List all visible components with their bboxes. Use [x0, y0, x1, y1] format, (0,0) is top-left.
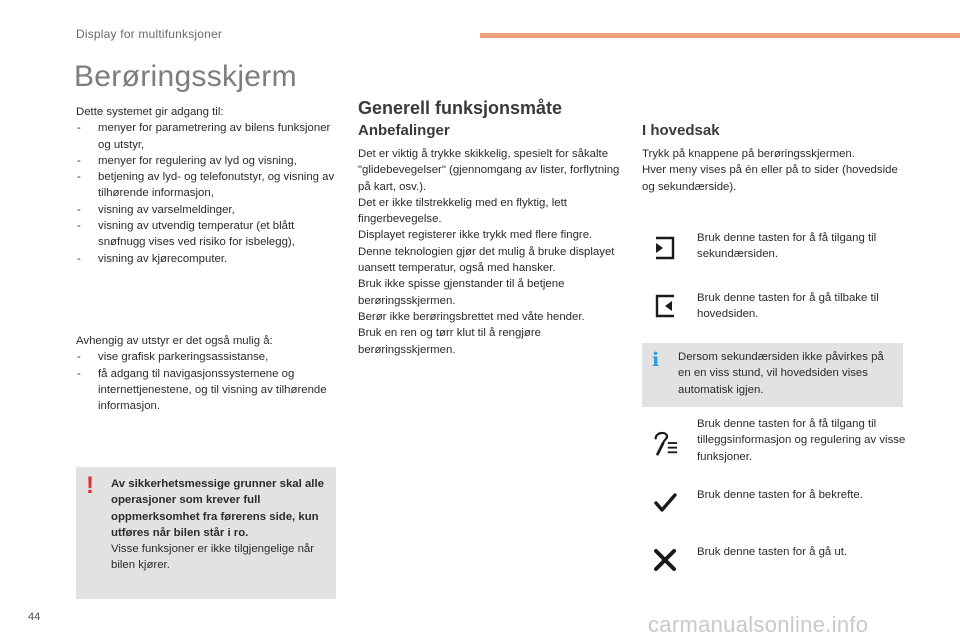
secondary-page-text: Bruk denne tasten for å få tilgang til sekundærsiden. [697, 232, 877, 261]
checkmark-icon [653, 490, 679, 516]
list-item: - betjening av lyd- og telefonutstyr, og visning av tilhørende informasjon, [76, 169, 336, 202]
settings-text: Bruk denne tasten for å få tilgang til tilleggsinformasjon og regulering av visse funksjoner. [697, 418, 906, 463]
paragraph: Trykk på knappene på berøringsskjermen. [642, 148, 855, 160]
accent-bar [480, 33, 960, 38]
page-number: 44 [28, 611, 41, 623]
list-item: - visning av varselmeldinger, [76, 202, 336, 218]
secondary-page-icon [652, 235, 678, 261]
options-block [76, 333, 336, 414]
options-intro: Avhengig av utstyr er det også mulig å: [76, 335, 273, 347]
warning-note: Visse funksjoner er ikke tilgjengelige når bilen kjører. [111, 543, 315, 572]
list-item: - menyer for regulering av lyd og visning, [76, 153, 336, 169]
list-item: - visning av kjørecomputer. [76, 251, 336, 267]
page-title: Berøringsskjerm [74, 60, 297, 93]
main-points-heading: I hovedsak [642, 122, 720, 139]
exit-text: Bruk denne tasten for å gå ut. [697, 546, 848, 558]
list-item: - få adgang til navigasjonssystemene og internettjenestene, og til visning av tilhørende informasjon. [76, 366, 336, 415]
main-points-intro [642, 146, 907, 195]
paragraph: Det er ikke tilstrekkelig med en flyktig, lett fingerbevegelse. [358, 196, 567, 226]
info-icon: i [652, 349, 660, 371]
paragraph: Det er viktig å trykke skikkelig, spesielt for såkalte "glidebevegelser" (gjennomgang av lister, forflytning på kart, osv.). [358, 148, 620, 193]
recommendations-heading: Anbefalinger [358, 122, 450, 139]
feature-list [76, 120, 336, 267]
paragraph: Denne teknologien gjør det mulig å bruke displayet uansett temperatur, også med hansker. [358, 245, 615, 275]
settings-icon [652, 430, 678, 456]
list-item: - menyer for parametrering av bilens funksjoner og utstyr, [76, 120, 336, 153]
back-text: Bruk denne tasten for å gå tilbake til hovedsiden. [697, 292, 879, 321]
section-heading: Generell funksjonsmåte [358, 98, 563, 118]
close-icon [652, 547, 678, 573]
info-text: Dersom sekundærsiden ikke påvirkes på en en viss stund, vil hovedsiden vises automatisk igjen. [678, 351, 884, 396]
paragraph: Bruk en ren og tørr klut til å rengjøre berøringsskjermen. [358, 327, 541, 356]
paragraph: Berør ikke berøringsbrettet med våte hender. [358, 310, 585, 323]
warning-bold: Av sikkerhetsmessige grunner skal alle operasjoner som krever full oppmerksomhet fra førerens side, kun utføres når bilen står i ro. [111, 478, 324, 539]
list-item: - visning av utvendig temperatur (et blått snøfnugg vises ved risiko for isbelegg), [76, 218, 336, 251]
paragraph: Hver meny vises på én eller på to sider (hovedside og sekundærside). [642, 164, 898, 193]
back-icon [652, 293, 678, 319]
intro-text: Dette systemet gir adgang til: [76, 106, 224, 118]
warning-text [111, 476, 329, 574]
intro-block [76, 104, 336, 267]
paragraph: Bruk ikke spisse gjenstander til å betjene berøringsskjermen. [358, 278, 565, 307]
recommendations-text [358, 146, 623, 358]
list-item: - vise grafisk parkeringsassistanse, [76, 349, 336, 365]
section-header: Display for multifunksjoner [76, 27, 223, 41]
paragraph: Displayet registerer ikke trykk med flere fingre. [358, 229, 593, 242]
watermark: carmanualsonline.info [648, 612, 869, 637]
warning-icon: ! [86, 472, 94, 499]
confirm-text: Bruk denne tasten for å bekrefte. [697, 489, 863, 501]
options-list [76, 349, 336, 414]
